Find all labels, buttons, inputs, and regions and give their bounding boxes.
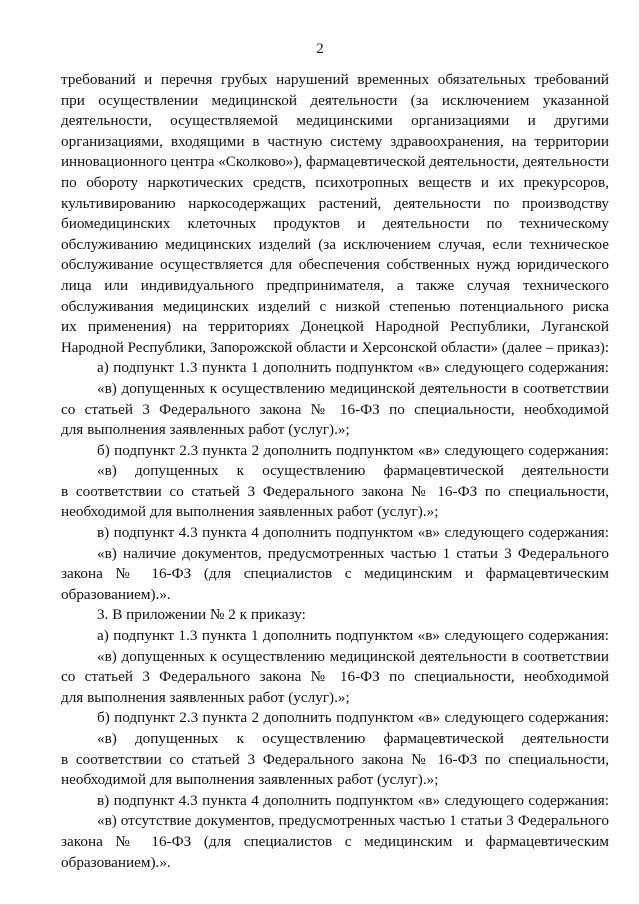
text-line: организациями, входящими в частную систему здравоохранения, на территории [61,132,609,150]
text-line: в соответствии со статьей 3 Федерального закона № 16-ФЗ по специальности, [61,750,609,768]
text-line: со статьей 3 Федерального закона № 16-ФЗ по специальности, необходимой [61,400,609,418]
text-line: их применения) на территориях Донецкой Народной Республики, Луганской [61,318,609,336]
text-line: Народной Республики, Запорожской области и Херсонской области» (далее – приказ): [61,339,609,356]
text-line: закона № 16-ФЗ (для специалистов с медицинским и фармацевтическим [61,832,609,850]
text-line: обслуживание осуществляется для обеспечения собственных нужд юридического [61,256,609,274]
text-line: закона № 16-ФЗ (для специалистов с медицинским и фармацевтическим [61,565,609,583]
text-line: «в) отсутствие документов, предусмотренных частью 1 статьи 3 Федерального [97,812,609,830]
text-line: а) подпункт 1.3 пункта 1 дополнить подпунктом «в» следующего содержания: [97,627,609,645]
text-line: а) подпункт 1.3 пункта 1 дополнить подпунктом «в» следующего содержания: [97,359,609,377]
text-line: б) подпункт 2.3 пункта 2 дополнить подпунктом «в» следующего содержания: [97,441,609,459]
text-line: в) подпункт 4.3 пункта 4 дополнить подпунктом «в» следующего содержания: [97,524,609,542]
text-line: инновационного центра «Сколково»), фармацевтической деятельности, деятельности [61,154,609,171]
text-line: образованием).». [61,585,171,603]
text-line: необходимой для выполнения заявленных работ (услуг).»; [61,503,439,521]
text-line: «в) наличие документов, предусмотренных частью 1 статьи 3 Федерального [97,544,609,562]
text-line: лица или индивидуального предпринимателя, а также случая технического [61,276,609,294]
text-line: деятельности, осуществляемой медицинскими организациями и другими [61,112,609,130]
text-line: обслуживанию медицинских изделий (за исключением случая, если техническое [61,235,609,253]
text-line: по обороту наркотических средств, психотропных веществ и их прекурсоров, [61,173,609,191]
text-line: со статьей 3 Федерального закона № 16-ФЗ по специальности, необходимой [61,668,609,686]
text-line: для выполнения заявленных работ (услуг).»; [61,421,350,439]
text-line: «в) допущенных к осуществлению фармацевтической деятельности [97,462,609,480]
text-line: требований и перечня грубых нарушений временных обязательных требований [61,71,609,88]
text-line: «в) допущенных к осуществлению медицинской деятельности в соответствии [97,379,609,397]
text-line: б) подпункт 2.3 пункта 2 дополнить подпунктом «в» следующего содержания: [97,709,609,727]
text-line: для выполнения заявленных работ (услуг).»; [61,688,350,706]
text-line: 3. В приложении № 2 к приказу: [97,606,306,624]
text-line: обслуживания медицинских изделий с низкой степенью потенциального риска [61,297,609,315]
text-line: культивированию наркосодержащих растений, деятельности по производству [61,194,609,212]
document-body [61,70,609,873]
text-line: «в) допущенных к осуществлению медицинской деятельности в соответствии [97,647,609,665]
text-line: необходимой для выполнения заявленных работ (услуг).»; [61,771,439,789]
text-line: биомедицинских клеточных продуктов и деятельности по техническому [61,215,609,233]
text-line: образованием).». [61,853,171,871]
text-line: в) подпункт 4.3 пункта 4 дополнить подпунктом «в» следующего содержания: [97,791,609,809]
text-line: при осуществлении медицинской деятельности (за исключением указанной [61,91,609,109]
text-line: в соответствии со статьей 3 Федерального закона № 16-ФЗ по специальности, [61,482,609,500]
text-line: «в) допущенных к осуществлению фармацевтической деятельности [97,730,609,747]
page-number: 2 [316,41,324,57]
